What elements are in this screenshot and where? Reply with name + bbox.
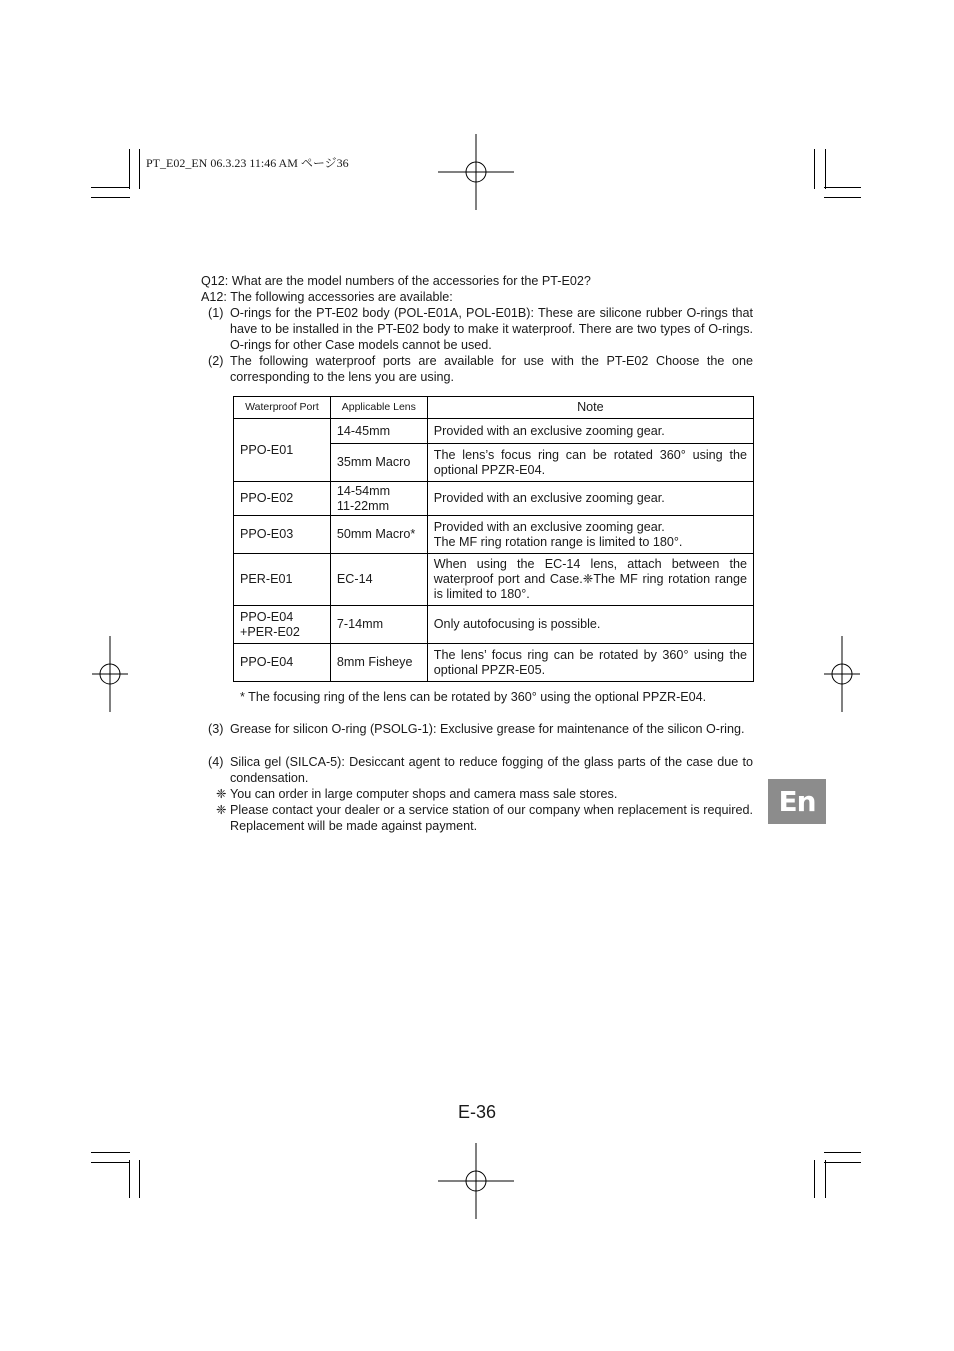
note-cell: Provided with an exclusive zooming gear. (427, 482, 753, 516)
table-row (234, 644, 754, 682)
lens-cell: 7-14mm (330, 606, 427, 644)
note-cell: Only autofocusing is possible. (427, 606, 753, 644)
item-text: Silica gel (SILCA-5): Desiccant agent to reduce fogging of the glass parts of the case due to condensation. (230, 755, 753, 785)
language-tab: En (768, 779, 826, 824)
asterism-icon: ❈ (216, 803, 227, 817)
question-label: Q12: (201, 274, 229, 288)
lens-cell: EC-14 (330, 554, 427, 606)
note-cell: Provided with an exclusive zooming gear. (427, 419, 753, 444)
asterism-icon: ❈ (216, 787, 227, 801)
list-item (208, 305, 753, 353)
table-row (234, 419, 754, 444)
port-cell: PPO-E03 (234, 516, 331, 554)
port-cell: PPO-E01 (234, 419, 331, 482)
table-row (234, 554, 754, 606)
column-header: Note (427, 397, 753, 419)
note-bullet (216, 802, 753, 834)
lens-cell: 8mm Fisheye (330, 644, 427, 682)
lens-cell: 50mm Macro* (330, 516, 427, 554)
column-header: Waterproof Port (234, 397, 331, 419)
port-cell: PPO-E04 (234, 644, 331, 682)
note-cell: The lens’ focus ring can be rotated by 360° using the optional PPZR-E05. (427, 644, 753, 682)
answer-label: A12: (201, 290, 227, 304)
port-cell: PPO-E04 +PER-E02 (234, 606, 331, 644)
item-text: The following waterproof ports are available for use with the PT-E02 Choose the one corresponding to the lens you are using. (230, 354, 753, 384)
lens-cell: 14-54mm 11-22mm (330, 482, 427, 516)
list-item (208, 721, 753, 737)
table-row (234, 516, 754, 554)
lens-cell: 14-45mm (330, 419, 427, 444)
list-item (208, 754, 753, 786)
question (201, 273, 591, 289)
port-cell: PPO-E02 (234, 482, 331, 516)
item-number: (4) (208, 755, 224, 769)
waterproof-port-table (233, 396, 754, 682)
answer (201, 289, 453, 305)
lens-cell: 35mm Macro (330, 444, 427, 482)
table-row (234, 606, 754, 644)
registration-mark-bottom (438, 1143, 514, 1219)
note-cell: Provided with an exclusive zooming gear. The MF ring rotation range is limited to 180°. (427, 516, 753, 554)
answer-text: The following accessories are available: (230, 290, 453, 304)
registration-mark-top (438, 134, 514, 210)
item-text: O-rings for the PT-E02 body (POL-E01A, POL-E01B): These are silicone rubber O-rings that have to be installed in the PT-E02 body to make it waterproof. There are two types of O-rings. O-rings for other Case models cannot be used. (230, 306, 753, 352)
registration-mark-right (804, 636, 880, 712)
registration-mark-left (72, 636, 148, 712)
note-text: You can order in large computer shops and camera mass sale stores. (230, 787, 618, 801)
list-item (208, 353, 753, 385)
column-header: Applicable Lens (330, 397, 427, 419)
item-number: (2) (208, 354, 224, 368)
item-number: (1) (208, 306, 224, 320)
item-text: Grease for silicon O-ring (PSOLG-1): Exclusive grease for maintenance of the silicon O-ring. (230, 722, 745, 736)
page-number: E-36 (458, 1102, 497, 1122)
note-text: Please contact your dealer or a service station of our company when replacement is required. Replacement will be made against payment. (230, 803, 753, 833)
note-cell: The lens’s focus ring can be rotated 360° using the optional PPZR-E04. (427, 444, 753, 482)
question-text: What are the model numbers of the accessories for the PT-E02? (231, 274, 591, 288)
item-number: (3) (208, 722, 224, 736)
file-stamp: PT_E02_EN 06.3.23 11:46 AM ページ36 (146, 156, 349, 170)
port-cell: PER-E01 (234, 554, 331, 606)
note-bullet (216, 786, 753, 802)
table-header-row (234, 397, 754, 419)
note-cell: When using the EC-14 lens, attach between the waterproof port and Case.❈The MF ring rotation range is limited to 180°. (427, 554, 753, 606)
table-footnote: * The focusing ring of the lens can be rotated by 360° using the optional PPZR-E04. (240, 690, 707, 704)
table-row (234, 482, 754, 516)
